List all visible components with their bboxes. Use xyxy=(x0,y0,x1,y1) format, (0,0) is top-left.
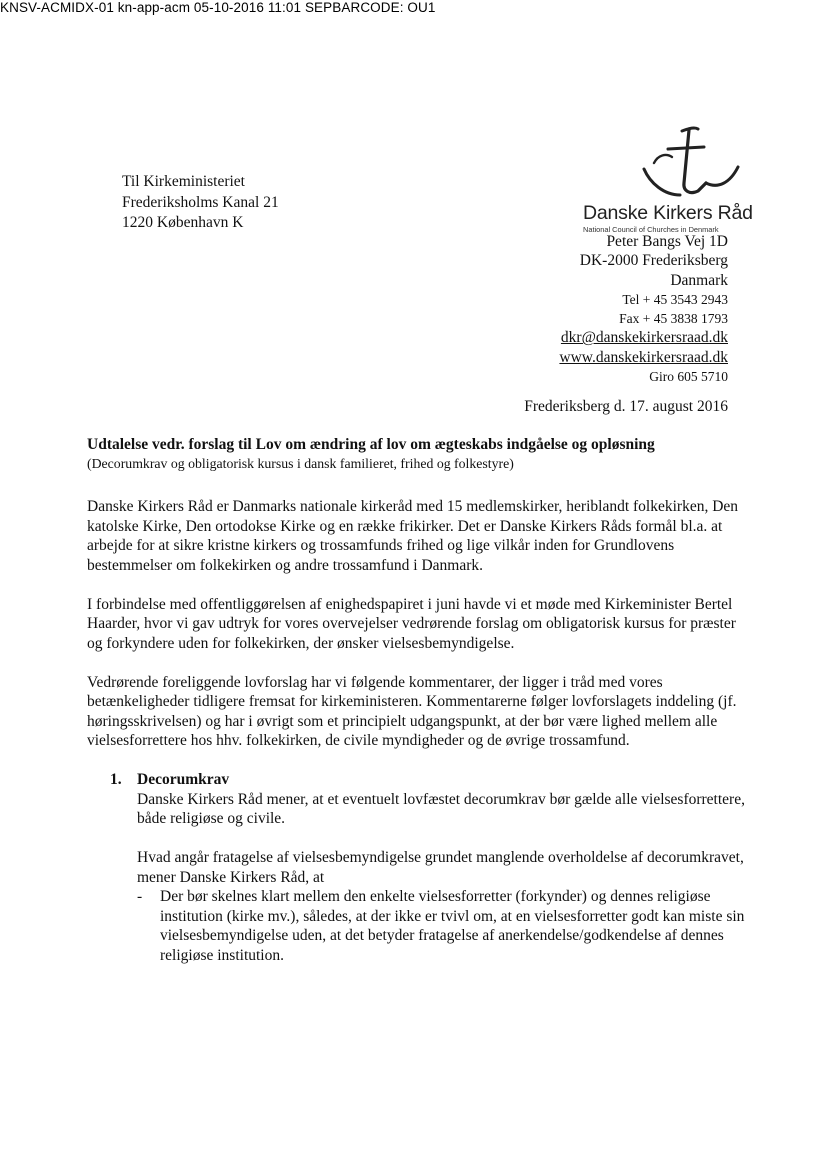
section-number: 1. xyxy=(110,771,122,788)
subject-subtitle: (Decorumkrav og obligatorisk kursus i dansk familieret, frihed og folkestyre) xyxy=(87,456,514,471)
section-paragraph: Hvad angår fratagelse af vielsesbemyndigelse grundet manglende overholdelse af decorumkravet, mener Danske Kirkers Råd, at xyxy=(137,849,744,886)
sender-fax: Fax + 45 3838 1793 xyxy=(619,311,728,327)
website-link[interactable]: www.danskekirkersraad.dk xyxy=(559,348,728,366)
bullet-text: Der bør skelnes klart mellem den enkelte vielsesforretter (forkynder) og dennes religiøse institution (kirke mv.), således, at der ikke er tvivl om, at en vielsesforretter godt kan miste sin vielsesbemyndigelse uden, at det betyder fratagelse af anerkendelse/godkendelse af dennes religiøse institution. xyxy=(160,888,745,964)
fax-header: KNSV-ACMIDX-01 kn-app-acm 05-10-2016 11:01 SEPBARCODE: OU1 xyxy=(0,0,436,15)
sender-address xyxy=(559,232,728,386)
sender-phone: Tel + 45 3543 2943 xyxy=(622,291,728,307)
sender-country: Danmark xyxy=(670,271,728,289)
body-paragraph: I forbindelse med offentliggørelsen af enighedspapiret i juni havde vi et møde med Kirkeminister Bertel Haarder, hvor vi gav udtryk for vores overvejelser vedrørende forslag om obligatorisk kursus for præster og forkyndere uden for folkekirken, der ønsker vielsesbemyndigelse. xyxy=(87,595,736,652)
subject-block xyxy=(87,436,747,472)
sender-city: DK-2000 Frederiksberg xyxy=(579,252,728,270)
recipient-address xyxy=(122,172,279,234)
logo-name: Danske Kirkers Råd xyxy=(583,202,753,224)
section-decorumkrav xyxy=(110,770,747,965)
section-paragraph: Danske Kirkers Råd mener, at et eventuelt lovfæstet decorumkrav bør gælde alle vielsesforrettere, både religiøse og civile. xyxy=(137,790,745,827)
body-paragraph: Vedrørende foreliggende lovforslag har vi følgende kommentarer, der ligger i tråd med vores betænkeligheder tidligere fremsat for kirkeministeren. Kommentarerne følger lovforslagets inddeling (jf. høringsskrivelsen) og har i øvrigt som et principielt udgangspunkt, at der bør være lighed mellem alle vielsesforrettere hos hhv. folkekirken, de civile myndigheder og de øvrige trossamfund. xyxy=(87,673,737,749)
subject-title: Udtalelse vedr. forslag til Lov om ændring af lov om ægteskabs indgåelse og opløsning xyxy=(87,436,655,453)
recipient-line: Frederiksholms Kanal 21 xyxy=(122,193,279,211)
email-link[interactable]: dkr@danskekirkersraad.dk xyxy=(560,329,728,347)
body-paragraph: Danske Kirkers Råd er Danmarks nationale kirkeråd med 15 medlemskirker, heriblandt folkekirken, Den katolske Kirke, Den ortodokse Kirke og en række frikirker. Det er Danske Kirkers Råds formål bl.a. at arbejde for at sikre kristne kirkers og trossamfunds frihed og lige vilkår inden for Grundlovens bestemmelser om folkekirken og andre trossamfund i Danmark. xyxy=(87,498,739,574)
cross-anchor-logo-icon xyxy=(640,125,740,200)
organization-logo xyxy=(580,125,753,235)
recipient-line: 1220 København K xyxy=(122,214,244,231)
logo-subtitle: National Council of Churches in Denmark xyxy=(583,225,719,234)
sender-street: Peter Bangs Vej 1D xyxy=(606,233,728,250)
section-title: Decorumkrav xyxy=(137,771,230,788)
sender-giro: Giro 605 5710 xyxy=(649,369,728,385)
letter-body xyxy=(87,497,747,965)
recipient-line: Til Kirkeministeriet xyxy=(122,173,245,190)
letter-date: Frederiksberg d. 17. august 2016 xyxy=(524,398,728,415)
bullet-dash: - xyxy=(137,888,143,905)
section-heading xyxy=(110,770,747,790)
bullet-item xyxy=(137,887,747,965)
